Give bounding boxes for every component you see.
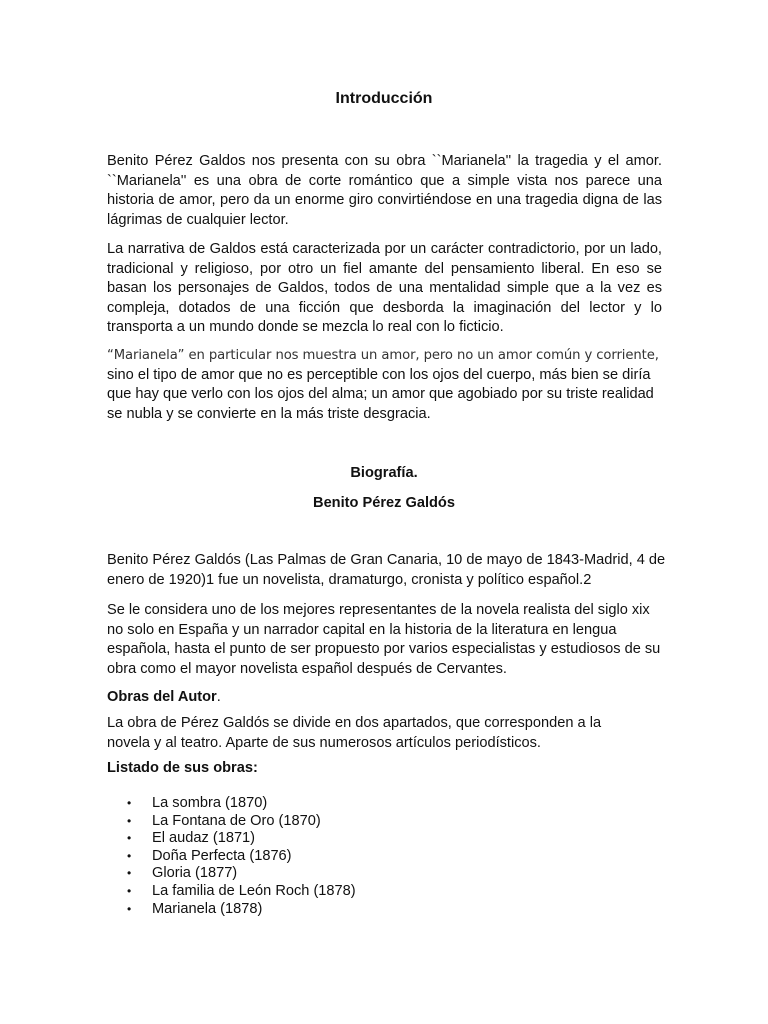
marianela-paragraph bbox=[107, 346, 662, 424]
works-heading bbox=[107, 689, 221, 705]
works-heading-text: Obras del Autor bbox=[107, 689, 217, 705]
intro-paragraph-1: Benito Pérez Galdos nos presenta con su obra ``Marianela'' la tragedia y el amor. ``Marianela'' es una obra de corte romántico que a simple vista nos parece una historia de amor, pero da un enorme giro convirtiéndose en una tragedia digna de las lágrimas de cualquier lector. bbox=[107, 153, 662, 228]
list-item-text: El audaz (1871) bbox=[152, 830, 256, 847]
works-list bbox=[127, 795, 356, 918]
list-item bbox=[127, 795, 356, 813]
bullet-icon: • bbox=[127, 796, 132, 810]
bullet-icon: • bbox=[127, 813, 132, 828]
bullet-icon: • bbox=[127, 866, 132, 881]
list-item-text: La familia de León Roch (1878) bbox=[152, 882, 356, 899]
bullet-icon: • bbox=[127, 901, 132, 916]
list-item bbox=[127, 848, 356, 866]
biography-name: Benito Pérez Galdós bbox=[313, 495, 455, 511]
bullet-icon: • bbox=[127, 831, 132, 846]
list-item bbox=[127, 865, 356, 883]
biography-heading: Biografía. bbox=[350, 465, 418, 481]
biography-paragraph-1: Benito Pérez Galdós (Las Palmas de Gran Canaria, 10 de mayo de 1843-Madrid, 4 de enero de 1920)1 fue un novelista, dramaturgo, cronista y político español.2 bbox=[107, 552, 666, 588]
list-item bbox=[127, 830, 356, 848]
marianela-rest-text: sino el tipo de amor que no es perceptible con los ojos del cuerpo, más bien se diría que hay que verlo con los ojos del alma; un amor que agobiado por su triste realidad se nubla y se convierte en la más triste desgracia. bbox=[107, 366, 654, 422]
list-item bbox=[127, 813, 356, 831]
biography-paragraph-2: Se le considera uno de los mejores representantes de la novela realista del siglo xix no solo en España y un narrador capital en la historia de la literatura en lengua española, hasta el punto de ser propuesto por varios especialistas y estudiosos de su obra como el mayor novelista español después de Cervantes. bbox=[107, 602, 661, 677]
list-item-text: La sombra (1870) bbox=[152, 795, 268, 811]
works-list-heading: Listado de sus obras: bbox=[107, 760, 258, 776]
bullet-icon: • bbox=[127, 883, 132, 898]
list-item-text: Gloria (1877) bbox=[152, 865, 238, 882]
page-title: Introducción bbox=[335, 90, 433, 107]
list-item bbox=[127, 883, 356, 901]
intro-paragraph-2: La narrativa de Galdos está caracterizada por un carácter contradictorio, por un lado, tradicional y religioso, por otro un fiel amante del pensamiento liberal. En eso se basan los personajes de Galdos, todos de una mentalidad simple que a la vez es compleja, dotados de una ficción que desborda la imaginación del lector y lo transporta a un mundo donde se mezcla lo real con lo ficticio. bbox=[107, 241, 662, 336]
list-item bbox=[127, 901, 356, 919]
list-item-text: Marianela (1878) bbox=[152, 900, 263, 917]
works-heading-period: . bbox=[216, 689, 221, 705]
bullet-icon: • bbox=[127, 848, 132, 863]
list-item-text: Doña Perfecta (1876) bbox=[152, 847, 292, 864]
marianela-lead-text: “Marianela” en particular nos muestra un amor, pero no un amor común y corriente, bbox=[107, 348, 659, 363]
works-paragraph: La obra de Pérez Galdós se divide en dos apartados, que corresponden a la novela y al teatro. Aparte de sus numerosos artículos periodísticos. bbox=[107, 715, 602, 751]
list-item-text: La Fontana de Oro (1870) bbox=[152, 812, 321, 829]
